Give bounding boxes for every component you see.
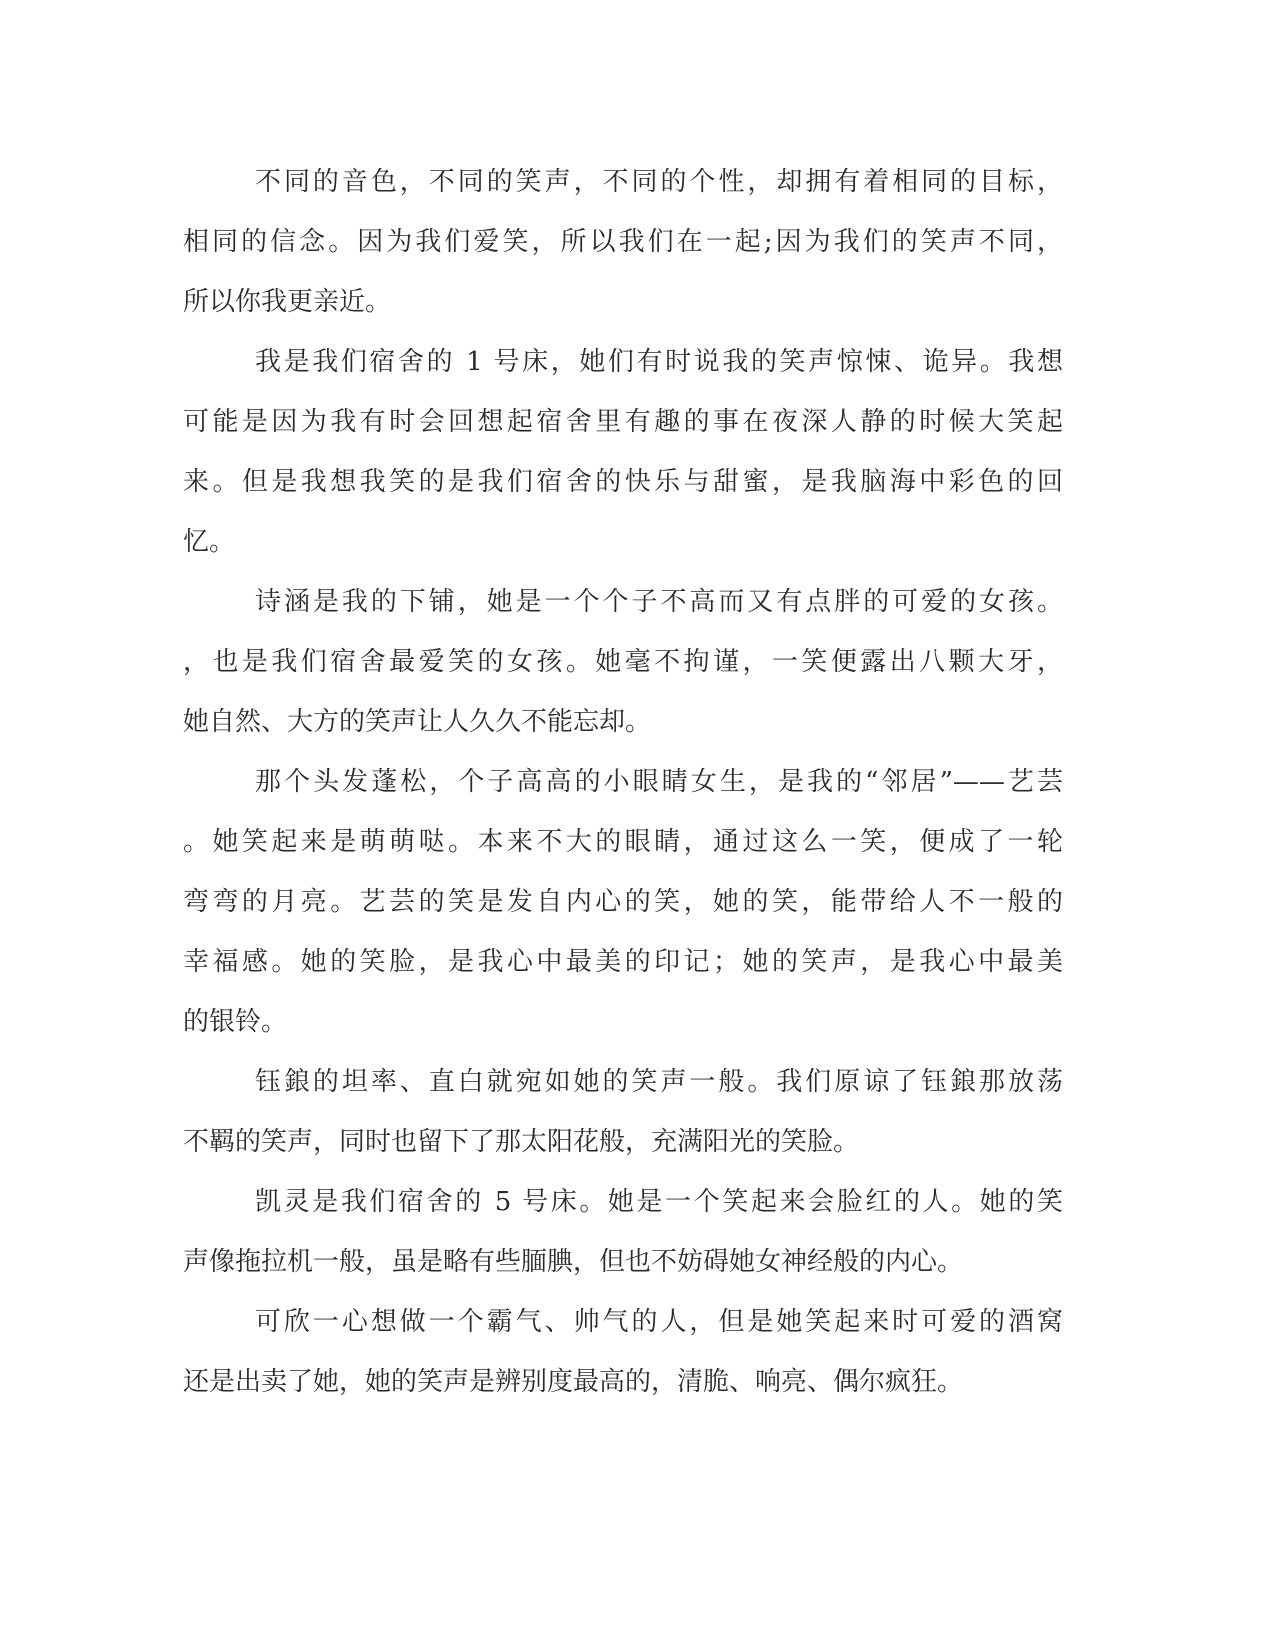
paragraph-line: 所以你我更亲近。 [183,287,392,317]
paragraph-line: 不同的音色，不同的笑声，不同的个性，却拥有着相同的目标， [255,167,1063,197]
paragraph-line: 声像拖拉机一般，虽是略有些腼腆，但也不妨碍她女神经般的内心。 [183,1247,964,1277]
paragraph-1 [183,152,1063,332]
paragraph-line: 钰鋃的坦率、直白就宛如她的笑声一般。我们原谅了钰鋃那放荡 [255,1067,1063,1097]
paragraph-line: 幸福感。她的笑脸，是我心中最美的印记；她的笑声，是我心中最美 [183,947,1063,977]
paragraph-5 [183,1052,1063,1172]
paragraph-line: 。她笑起来是萌萌哒。本来不大的眼睛，通过这么一笑，便成了一轮 [183,827,1063,857]
paragraph-2 [183,332,1063,572]
document-body [183,152,1063,1412]
paragraph-line: 可能是因为我有时会回想起宿舍里有趣的事在夜深人静的时候大笑起 [183,407,1063,437]
paragraph-line: 诗涵是我的下铺，她是一个个子不高而又有点胖的可爱的女孩。 [255,587,1063,617]
paragraph-7 [183,1292,1063,1412]
paragraph-line: 忆。 [183,527,236,557]
paragraph-line: ，也是我们宿舍最爱笑的女孩。她毫不拘谨，一笑便露出八颗大牙， [183,647,1063,677]
paragraph-line: 不羁的笑声，同时也留下了那太阳花般，充满阳光的笑脸。 [183,1127,860,1157]
paragraph-line: 还是出卖了她，她的笑声是辨别度最高的，清脆、响亮、偶尔疯狂。 [183,1367,964,1397]
paragraph-line: 她自然、大方的笑声让人久久不能忘却。 [183,707,652,737]
paragraph-6 [183,1172,1063,1292]
paragraph-3 [183,572,1063,752]
paragraph-line: 的银铃。 [183,1007,288,1037]
paragraph-line: 来。但是我想我笑的是我们宿舍的快乐与甜蜜，是我脑海中彩色的回 [183,467,1063,497]
paragraph-4 [183,752,1063,1052]
paragraph-line: 可欣一心想做一个霸气、帅气的人，但是她笑起来时可爱的酒窝 [255,1307,1063,1337]
paragraph-line: 那个头发蓬松，个子高高的小眼睛女生，是我的“邻居”——艺芸 [255,767,1063,797]
paragraph-line: 我是我们宿舍的 1 号床，她们有时说我的笑声惊悚、诡异。我想 [255,347,1063,377]
paragraph-line: 凯灵是我们宿舍的 5 号床。她是一个笑起来会脸红的人。她的笑 [255,1187,1063,1217]
paragraph-line: 弯弯的月亮。艺芸的笑是发自内心的笑，她的笑，能带给人不一般的 [183,887,1063,917]
paragraph-line: 相同的信念。因为我们爱笑，所以我们在一起;因为我们的笑声不同， [183,227,1063,257]
